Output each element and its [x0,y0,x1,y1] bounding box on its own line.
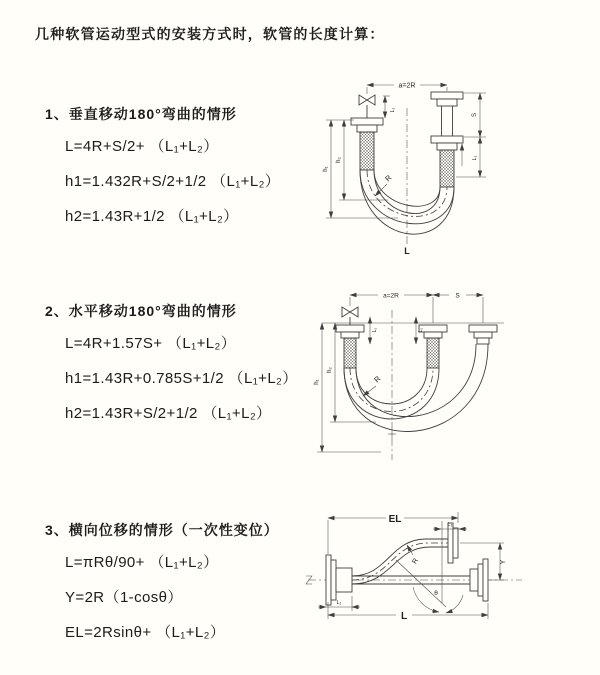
dim-label-s: S [455,292,460,300]
dim-label-el: EL [388,514,402,525]
braided-hose-section [440,150,454,187]
section-1-formulas [65,129,280,234]
formula-line: L=4R+S/2+ （L₁+L₂） [65,138,219,155]
dim-l1-left [383,96,396,118]
hose-fitting-right-displaced [469,325,497,344]
section-vertical-movement [45,104,280,234]
dim-l1-fittings [370,317,424,344]
diagram-3-drawing [300,498,530,652]
section-horizontal-movement [45,301,298,431]
dim-label-l1-right: L₁ [472,155,478,161]
section-3-formulas [65,545,279,650]
braided-hose-section [427,338,439,368]
dim-label-l1-bottom: L₁ [336,600,342,606]
dim-label-s: S [472,112,478,118]
diagram-lateral-displacement [300,498,530,657]
page-title: 几种软管运动型式的安装方式时，软管的长度计算： [35,26,385,42]
dim-l1-bottom [318,596,360,611]
dim-label-h2: h₂ [327,367,333,373]
radius-callout [363,374,383,396]
diagram-vertical-180-bend [310,70,550,265]
dim-label-l: L [400,611,408,622]
dim-label-a2r: a=2R [398,82,416,90]
dim-label-a2r: a=2R [383,292,399,300]
dim-label-l: L [404,246,410,256]
dim-label-r: R [411,557,420,566]
section-1-heading: 1、垂直移动180°弯曲的情形 [45,106,237,122]
braided-hose-section [360,132,374,170]
section-2-formulas [65,326,298,431]
dim-label-l1-mid: L₁ [418,327,424,333]
formula-line: h2=1.43R+S/2+1/2 （L₁+L₂） [65,405,272,422]
dim-label-h1: h₁ [323,166,329,172]
formula-line: h1=1.43R+0.785S+1/2 （L₁+L₂） [65,370,298,387]
diagram-horizontal-180-bend [306,282,556,479]
hose-fitting-right [431,92,463,187]
flange-left [326,555,352,605]
hose-fitting-left [336,325,364,368]
diagram-1-drawing [310,70,550,260]
formula-line: L=4R+1.57S+ （L₁+L₂） [65,335,237,352]
section-2-heading: 2、水平移动180°弯曲的情形 [45,303,237,319]
valve-icon [359,95,375,105]
valve-icon [342,307,358,317]
section-lateral-displacement [45,520,279,650]
section-3-heading: 3、横向位移的情形（一次性变位） [45,522,279,538]
hose-u-bend [344,344,488,431]
formula-line: h2=1.43R+1/2 （L₁+L₂） [65,208,239,225]
dim-label-l1-top: L₁ [447,522,453,528]
braided-hose-section [344,338,356,368]
angle-theta [413,587,463,613]
radius-line [396,560,446,607]
dim-label-l1: L₁ [390,107,396,113]
formula-line: L=πRθ/90+ （L₁+L₂） [65,554,219,571]
dim-label-y: Y [500,559,507,565]
hose-fitting-left [351,105,383,170]
formula-line: EL=2Rsinθ+ （L₁+L₂） [65,624,226,641]
formula-line: Y=2R（1-cosθ） [65,589,183,606]
dim-label-l1: L₁ [372,327,378,333]
center-mark [388,430,396,438]
dim-el [328,512,458,554]
dim-label-h1: h₁ [314,379,320,385]
formula-line: h1=1.432R+S/2+1/2 （L₁+L₂） [65,173,281,190]
radius-callout [407,545,420,565]
diagram-2-drawing [306,282,556,474]
dim-label-r: R [383,173,394,184]
dim-label-h2: h₂ [336,157,342,163]
dim-s-l1-right [456,93,486,177]
dim-l1-top [433,522,467,529]
dim-label-r: R [372,374,383,385]
dim-label-theta: θ [434,590,438,597]
